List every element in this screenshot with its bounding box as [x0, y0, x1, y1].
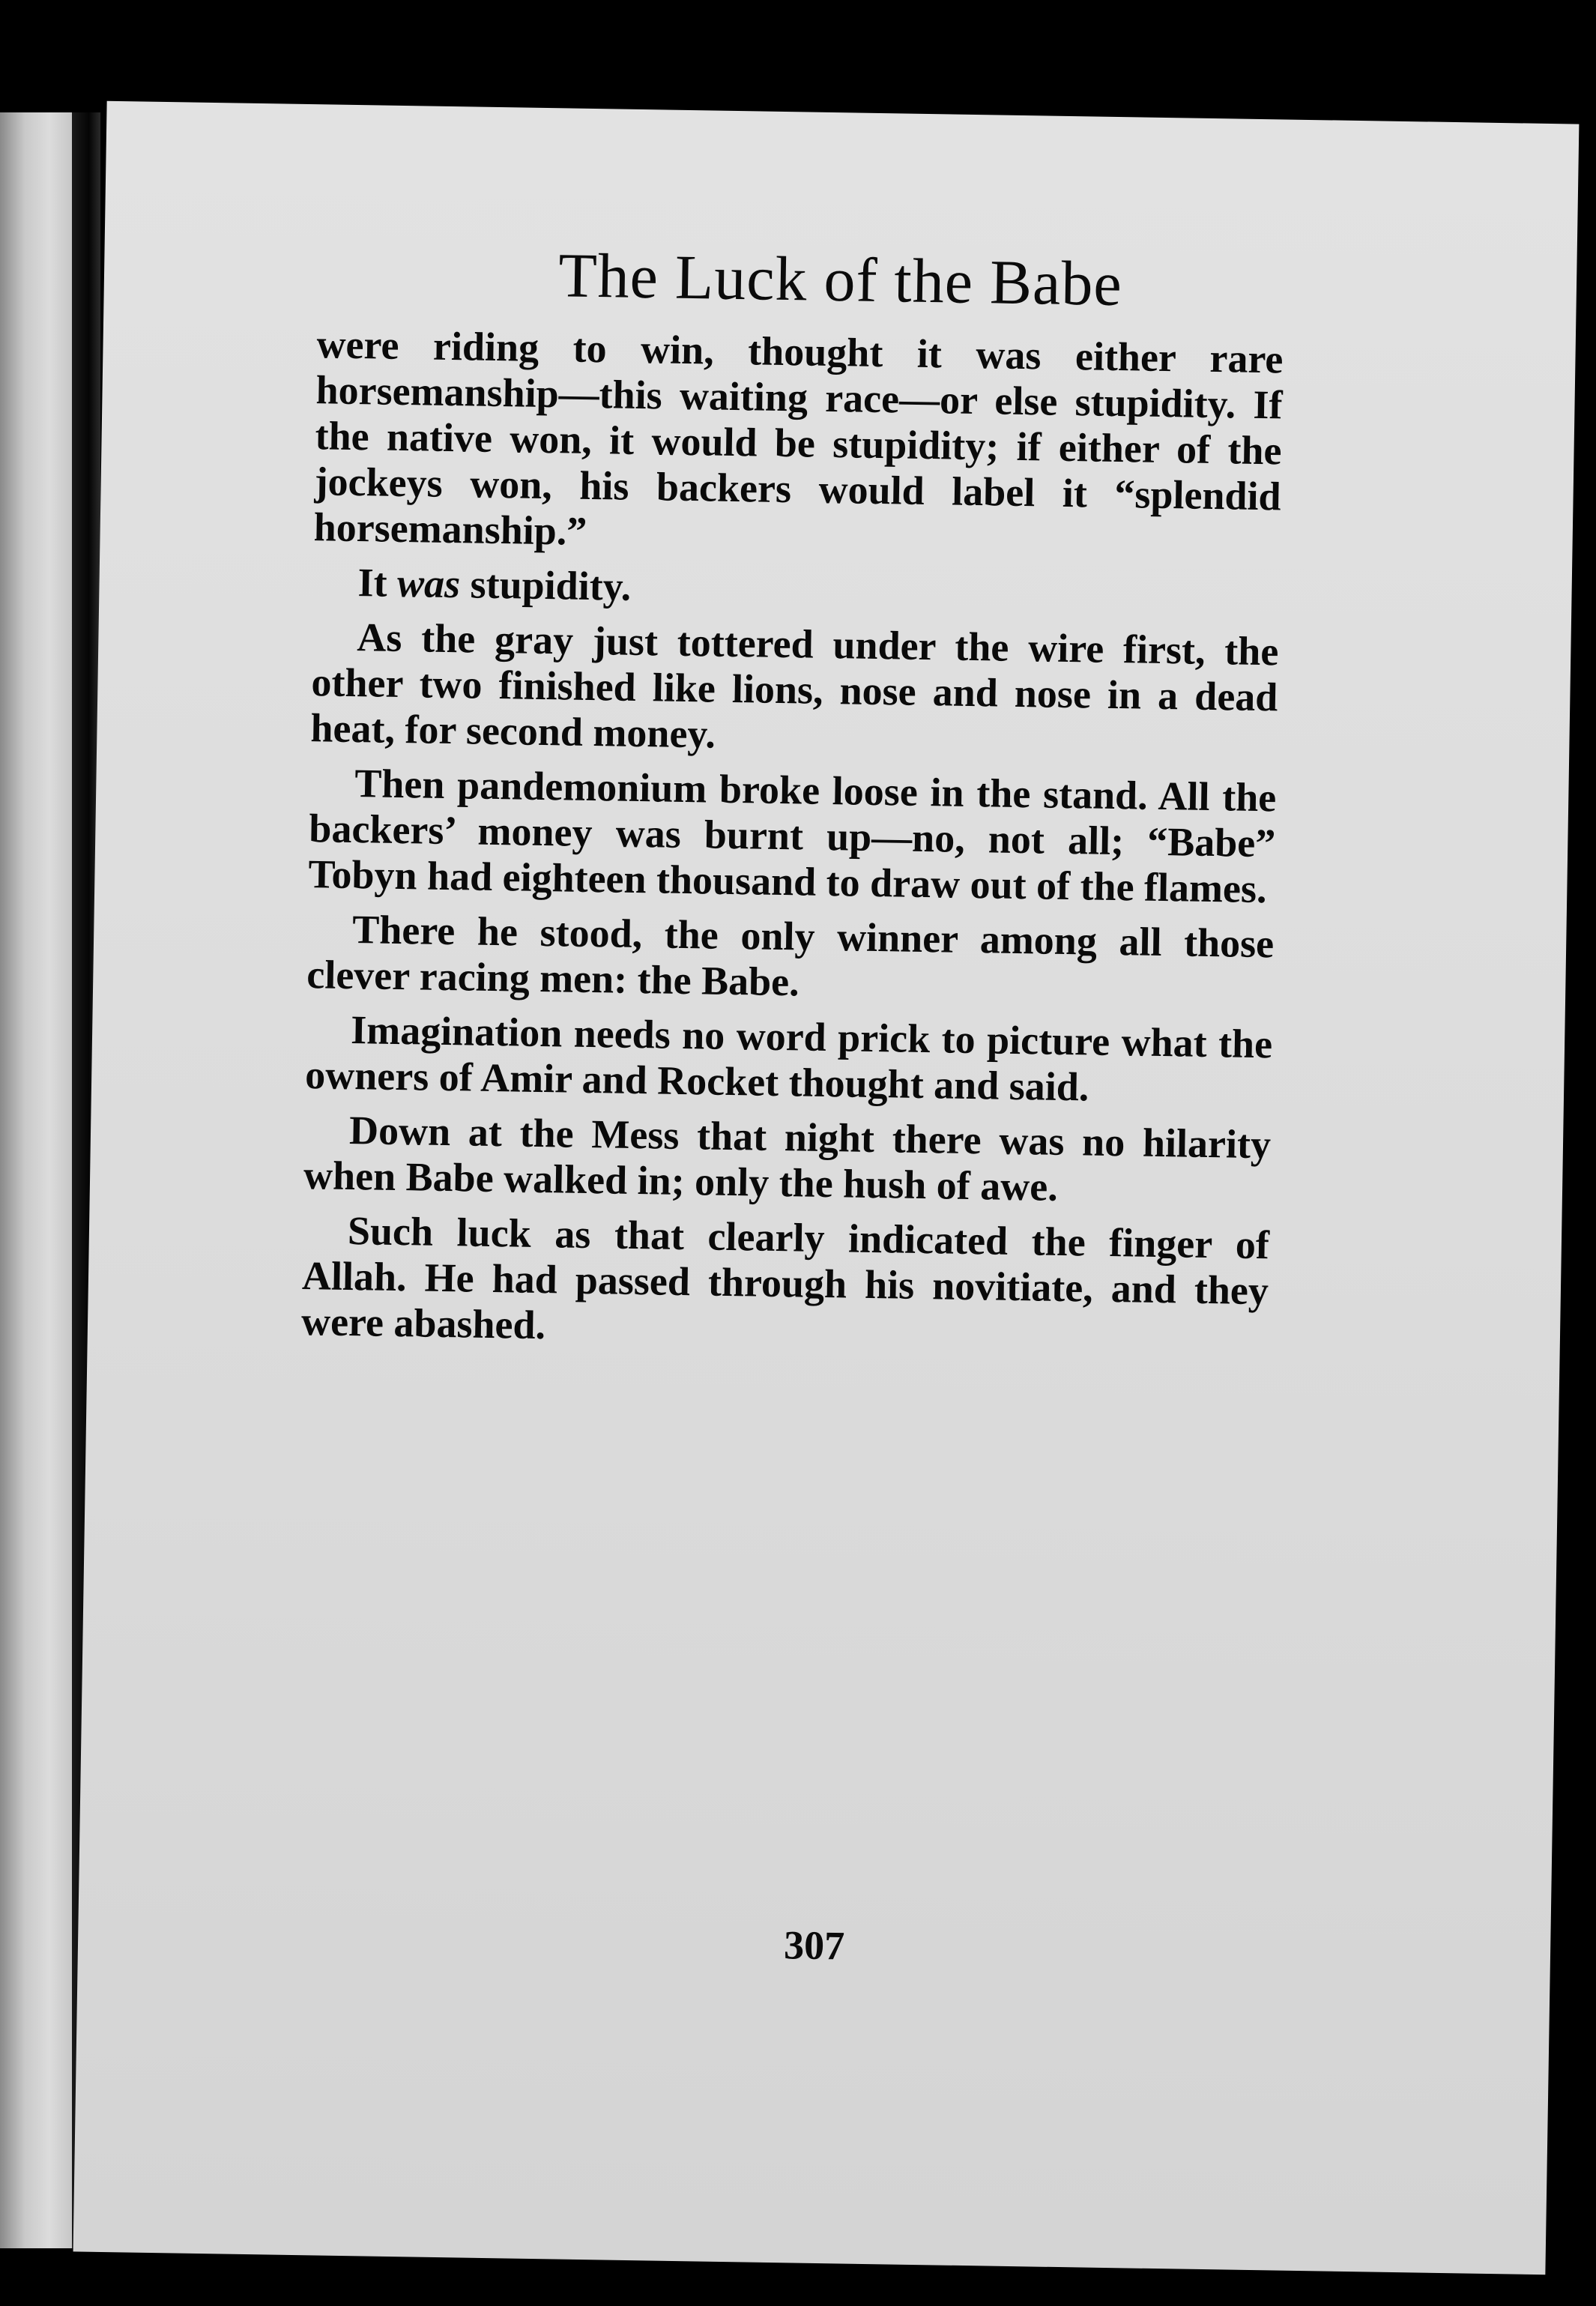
- paragraph-2: As the gray just tottered under the wire first, the other two finished like lions, nose and nose in a dead heat, for second money.: [310, 615, 1279, 757]
- running-head: The Luck of the Babe: [557, 241, 1123, 320]
- emphasis-was: was: [396, 560, 461, 607]
- paragraph-1: It was stupidity.: [357, 560, 632, 609]
- paragraph-0: were riding to win, thought it was either rare horsemanship—this waiting race—or else stupidity. If the native won, it would be stupidity; if either of the jockeys won, his backers would label it “splendid horsemanship.”: [313, 322, 1284, 554]
- book-page: [73, 101, 1580, 2275]
- paragraph-7: Such luck as that clearly indicated the finger of Allah. He had passed through his novitiate, and they were abashed.: [300, 1207, 1270, 1348]
- page-number: 307: [783, 1922, 845, 1969]
- paragraph-6: Down at the Mess that night there was no hilarity when Babe walked in; only the hush of awe.: [303, 1107, 1272, 1210]
- facing-page-edge: [0, 112, 82, 2248]
- paragraph-5: Imagination needs no word prick to picture what the owners of Amir and Rocket thought and said.: [304, 1007, 1273, 1110]
- page-body: [300, 322, 1283, 1368]
- paragraph-4: There he stood, the only winner among all those clever racing men: the Babe.: [306, 907, 1275, 1005]
- paragraph-3: Then pandemonium broke loose in the stand. All the backers’ money was burnt up—no, not all; “Babe” Tobyn had eighteen thousand to draw out of the flames.: [308, 761, 1277, 912]
